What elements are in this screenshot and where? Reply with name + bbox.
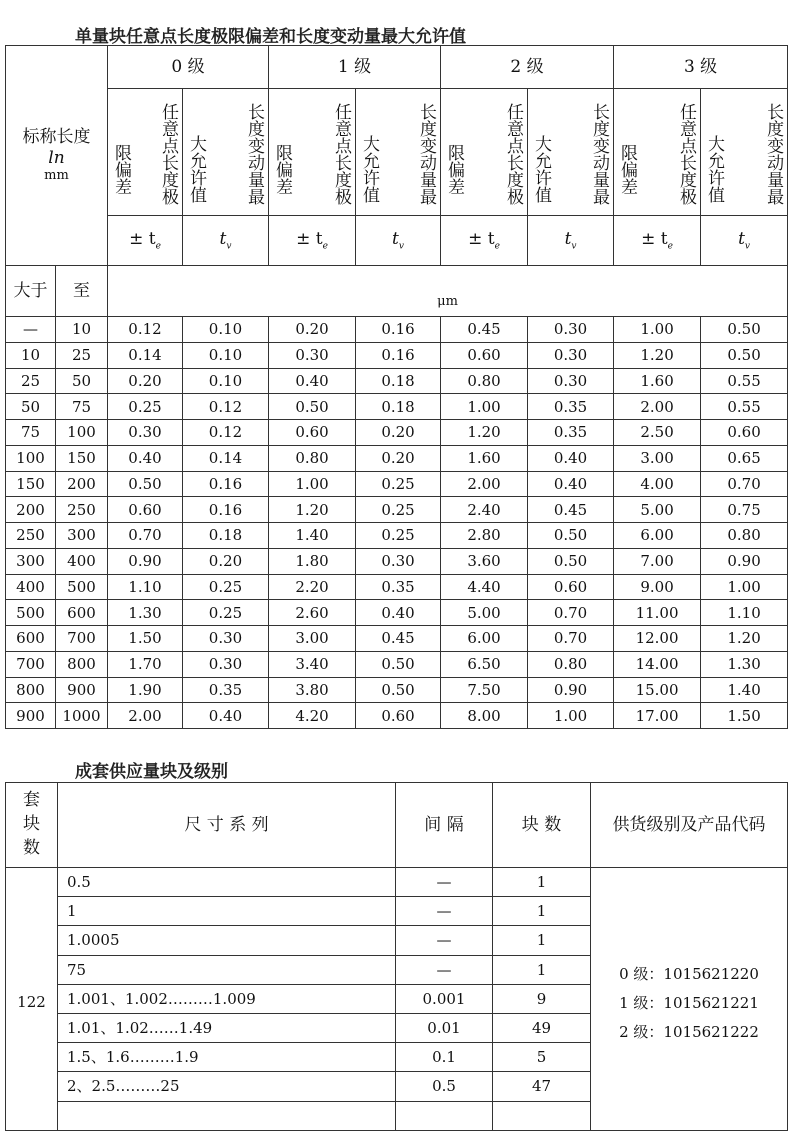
symbol-subscript: v [226, 241, 232, 252]
table-cell: 0.20 [183, 548, 269, 574]
table-row [6, 574, 788, 600]
table-cell: 1.20 [441, 420, 528, 446]
table-cell: 15.00 [614, 677, 701, 703]
table-row [6, 548, 788, 574]
symbol: t [219, 228, 227, 249]
table-cell: 2.40 [441, 497, 528, 523]
header-size-series: 尺 寸 系 列 [58, 783, 396, 868]
table-cell: 0.40 [183, 703, 269, 729]
block-count: 1 [493, 868, 591, 897]
table-cell: 150 [6, 471, 56, 497]
table-cell: 0.20 [269, 317, 356, 343]
table-cell: 0.25 [356, 471, 441, 497]
symbol: ± t [129, 228, 156, 249]
table-cell: 600 [6, 626, 56, 652]
table-cell: 0.80 [701, 523, 788, 549]
table-cell: 4.00 [614, 471, 701, 497]
table-cell: 0.10 [183, 317, 269, 343]
var-column-label [528, 89, 614, 216]
table-cell: 0.45 [441, 317, 528, 343]
table-cell: 2.60 [269, 600, 356, 626]
table-cell: 0.18 [356, 394, 441, 420]
label-part: 任意点长度极 [676, 103, 697, 205]
table-cell: 0.30 [183, 651, 269, 677]
table-cell: 100 [6, 445, 56, 471]
header-interval: 间 隔 [396, 783, 493, 868]
set-supply-table [5, 782, 788, 1131]
table-cell: 400 [6, 574, 56, 600]
table-cell: 1.60 [614, 368, 701, 394]
block-count [493, 1101, 591, 1130]
table-cell: 0.12 [183, 420, 269, 446]
table-cell: 0.50 [356, 677, 441, 703]
table-cell: — [6, 317, 56, 343]
table-cell: 0.25 [356, 497, 441, 523]
var-symbol [183, 216, 269, 266]
over-header: 大于 [6, 266, 56, 317]
table-cell: 4.40 [441, 574, 528, 600]
table-cell: 0.10 [183, 342, 269, 368]
table-cell: 0.30 [269, 342, 356, 368]
table-cell: 900 [6, 703, 56, 729]
grade-code: 0 级：1015621220 [619, 965, 759, 983]
size-series: 2、2.5………25 [58, 1072, 396, 1101]
table-cell: 0.40 [528, 471, 614, 497]
table-cell: 500 [6, 600, 56, 626]
label-part: 大允许值 [359, 135, 380, 203]
table-cell: 0.18 [183, 523, 269, 549]
table-cell: 0.25 [183, 600, 269, 626]
table-row [6, 342, 788, 368]
var-symbol [528, 216, 614, 266]
table-cell: 1.10 [701, 600, 788, 626]
table-cell: 300 [6, 548, 56, 574]
symbol-subscript: v [744, 241, 751, 252]
size-series: 1.0005 [58, 926, 396, 955]
size-series: 1 [58, 897, 396, 926]
label-part: 长度变动量最 [244, 103, 265, 205]
table-cell: 7.00 [614, 548, 701, 574]
vertical-label [183, 93, 268, 211]
table-cell: 2.20 [269, 574, 356, 600]
vertical-label [528, 93, 613, 211]
table-cell: 0.50 [528, 523, 614, 549]
block-count: 47 [493, 1072, 591, 1101]
table-cell: 200 [56, 471, 108, 497]
table-cell: 2.00 [108, 703, 183, 729]
table-cell: 0.70 [528, 626, 614, 652]
table-cell: 1.20 [614, 342, 701, 368]
table-cell: 1.50 [108, 626, 183, 652]
label-part: 任意点长度极 [331, 103, 352, 205]
size-series: 1.01、1.02……1.49 [58, 1013, 396, 1042]
dev-column-label [614, 89, 701, 216]
table-cell: 0.16 [183, 497, 269, 523]
vertical-label [269, 93, 355, 211]
table-cell: 0.80 [441, 368, 528, 394]
table-cell: 10 [6, 342, 56, 368]
symbol: t [564, 228, 572, 249]
vertical-label [441, 93, 527, 211]
table-cell: 0.35 [528, 420, 614, 446]
table-row [6, 317, 788, 343]
table-cell: 0.35 [183, 677, 269, 703]
table-cell: 700 [6, 651, 56, 677]
nominal-length-header [6, 46, 108, 266]
table-cell: 150 [56, 445, 108, 471]
table-cell: 0.12 [183, 394, 269, 420]
table-cell: 0.40 [108, 445, 183, 471]
label-part: 长度变动量最 [416, 103, 437, 205]
table-cell: 0.16 [356, 317, 441, 343]
var-symbol [701, 216, 788, 266]
table-row [6, 368, 788, 394]
label-part: 长度变动量最 [763, 103, 784, 205]
symbol: ± t [296, 228, 323, 249]
dev-symbol [441, 216, 528, 266]
nominal-length-label: 标称长度 [22, 127, 91, 148]
table-cell: 0.30 [528, 368, 614, 394]
table-cell: 3.40 [269, 651, 356, 677]
table-cell: 3.00 [269, 626, 356, 652]
size-series: 1.5、1.6………1.9 [58, 1043, 396, 1072]
table-cell: 4.20 [269, 703, 356, 729]
table-cell: 0.50 [269, 394, 356, 420]
vertical-label [108, 93, 182, 211]
table-cell: 0.90 [701, 548, 788, 574]
label-part: 限偏差 [111, 143, 131, 195]
var-column-label [701, 89, 788, 216]
size-series: 1.001、1.002………1.009 [58, 984, 396, 1013]
symbol-subscript: e [322, 241, 328, 252]
table-cell: 700 [56, 626, 108, 652]
table-cell: 0.65 [701, 445, 788, 471]
interval: — [396, 955, 493, 984]
table-cell: 50 [6, 394, 56, 420]
table-cell: 0.50 [701, 342, 788, 368]
table-cell: 0.40 [356, 600, 441, 626]
table-cell: 0.30 [356, 548, 441, 574]
symbol: ± t [641, 228, 668, 249]
block-count: 9 [493, 984, 591, 1013]
table-cell: 1.30 [108, 600, 183, 626]
label-part: 限偏差 [617, 143, 638, 195]
table-cell: 0.12 [108, 317, 183, 343]
grade-header: 3 级 [614, 46, 788, 89]
table-cell: 1.20 [269, 497, 356, 523]
table-cell: 3.80 [269, 677, 356, 703]
nominal-length-symbol: ln [48, 147, 65, 168]
table-cell: 12.00 [614, 626, 701, 652]
var-column-label [356, 89, 441, 216]
label-part: 大允许值 [186, 135, 206, 203]
header-grade-code: 供货级别及产品代码 [591, 783, 788, 868]
block-count: 49 [493, 1013, 591, 1042]
tolerance-table [5, 45, 788, 729]
table-row [6, 497, 788, 523]
table-cell: 3.00 [614, 445, 701, 471]
table-cell: 0.10 [183, 368, 269, 394]
grade-header: 2 级 [441, 46, 614, 89]
size-series [58, 1101, 396, 1130]
grade-header: 1 级 [269, 46, 441, 89]
table-cell: 0.70 [701, 471, 788, 497]
table-row [6, 445, 788, 471]
symbol-subscript: v [571, 241, 577, 252]
table-cell: 1.70 [108, 651, 183, 677]
table-cell: 1.00 [441, 394, 528, 420]
table-cell: 0.20 [108, 368, 183, 394]
block-count: 1 [493, 926, 591, 955]
table-cell: 0.60 [356, 703, 441, 729]
grade-code: 2 级：1015621222 [619, 1023, 759, 1041]
symbol-subscript: v [398, 241, 404, 252]
table-cell: 0.25 [108, 394, 183, 420]
table-cell: 25 [56, 342, 108, 368]
table-cell: 5.00 [614, 497, 701, 523]
table-cell: 0.50 [108, 471, 183, 497]
label-part: 长度变动量最 [589, 103, 610, 205]
table-cell: 1.40 [269, 523, 356, 549]
table-cell: 0.45 [528, 497, 614, 523]
symbol-subscript: e [667, 241, 673, 252]
set-count: 122 [6, 868, 58, 1131]
vertical-label [614, 93, 700, 211]
table-cell: 0.30 [528, 317, 614, 343]
interval: 0.5 [396, 1072, 493, 1101]
symbol: ± t [468, 228, 495, 249]
table-cell: 25 [6, 368, 56, 394]
table-row [6, 703, 788, 729]
table-cell: 75 [6, 420, 56, 446]
table-cell: 9.00 [614, 574, 701, 600]
table-cell: 0.30 [528, 342, 614, 368]
interval: — [396, 897, 493, 926]
table-cell: 50 [56, 368, 108, 394]
table-row [6, 394, 788, 420]
interval: — [396, 926, 493, 955]
interval: 0.01 [396, 1013, 493, 1042]
table-row [6, 471, 788, 497]
table-cell: 6.00 [441, 626, 528, 652]
block-count: 1 [493, 897, 591, 926]
label-part: 任意点长度极 [158, 103, 178, 205]
table-cell: 600 [56, 600, 108, 626]
block-count: 5 [493, 1043, 591, 1072]
table-cell: 1.10 [108, 574, 183, 600]
label-part: 大允许值 [531, 135, 552, 203]
table-cell: 0.25 [183, 574, 269, 600]
table-cell: 0.90 [528, 677, 614, 703]
table-cell: 0.40 [528, 445, 614, 471]
table-cell: 2.80 [441, 523, 528, 549]
table1-title: 单量块任意点长度极限偏差和长度变动量最大允许值 [75, 27, 466, 47]
grade-codes [591, 868, 788, 1131]
table-cell: 500 [56, 574, 108, 600]
table-cell: 250 [56, 497, 108, 523]
symbol: t [392, 228, 399, 249]
var-symbol [356, 216, 441, 266]
table-cell: 800 [6, 677, 56, 703]
dev-column-label [269, 89, 356, 216]
to-header: 至 [56, 266, 108, 317]
dev-symbol [269, 216, 356, 266]
table-cell: 0.30 [183, 626, 269, 652]
table-row [6, 651, 788, 677]
table-row [6, 600, 788, 626]
table-cell: 1.50 [701, 703, 788, 729]
table-cell: 0.25 [356, 523, 441, 549]
table-row [6, 626, 788, 652]
table-cell: 900 [56, 677, 108, 703]
table-cell: 0.30 [108, 420, 183, 446]
table-cell: 0.60 [701, 420, 788, 446]
label-part: 限偏差 [444, 143, 465, 195]
table-cell: 0.60 [108, 497, 183, 523]
table-cell: 0.18 [356, 368, 441, 394]
table-cell: 2.50 [614, 420, 701, 446]
table-cell: 5.00 [441, 600, 528, 626]
table-cell: 0.14 [183, 445, 269, 471]
table-cell: 1.30 [701, 651, 788, 677]
dev-column-label [108, 89, 183, 216]
table-cell: 1.60 [441, 445, 528, 471]
label-part: 大允许值 [704, 135, 725, 203]
table-cell: 400 [56, 548, 108, 574]
interval [396, 1101, 493, 1130]
vertical-label [356, 93, 440, 211]
table-cell: 250 [6, 523, 56, 549]
table-cell: 0.16 [356, 342, 441, 368]
table-cell: 1.00 [614, 317, 701, 343]
table-cell: 0.60 [528, 574, 614, 600]
label-part: 限偏差 [272, 143, 293, 195]
table-cell: 0.80 [269, 445, 356, 471]
table-cell: 0.20 [356, 420, 441, 446]
table-cell: 11.00 [614, 600, 701, 626]
table-row [6, 677, 788, 703]
table-cell: 0.35 [356, 574, 441, 600]
table-cell: 0.60 [441, 342, 528, 368]
table-cell: 7.50 [441, 677, 528, 703]
table-cell: 0.90 [108, 548, 183, 574]
table-cell: 0.16 [183, 471, 269, 497]
table-cell: 1.40 [701, 677, 788, 703]
table-cell: 0.55 [701, 394, 788, 420]
table-cell: 800 [56, 651, 108, 677]
dev-symbol [614, 216, 701, 266]
vertical-label [701, 93, 787, 211]
size-series: 75 [58, 955, 396, 984]
table-cell: 17.00 [614, 703, 701, 729]
header-set-count: 套块数 [6, 783, 58, 868]
symbol-subscript: e [494, 241, 500, 252]
grade-code: 1 级：1015621221 [619, 994, 759, 1012]
symbol-subscript: e [155, 241, 161, 252]
table-cell: 200 [6, 497, 56, 523]
table-cell: 1.00 [269, 471, 356, 497]
unit-um: μm [108, 266, 788, 317]
table-cell: 0.35 [528, 394, 614, 420]
block-count: 1 [493, 955, 591, 984]
table-row [6, 868, 788, 897]
table2-title: 成套供应量块及级别 [75, 762, 228, 782]
dev-symbol [108, 216, 183, 266]
table-cell: 3.60 [441, 548, 528, 574]
table-cell: 0.55 [701, 368, 788, 394]
header-block-count: 块 数 [493, 783, 591, 868]
table-cell: 1.20 [701, 626, 788, 652]
size-series: 0.5 [58, 868, 396, 897]
interval: 0.1 [396, 1043, 493, 1072]
table-cell: 6.50 [441, 651, 528, 677]
table-cell: 1.80 [269, 548, 356, 574]
table-cell: 0.20 [356, 445, 441, 471]
table-cell: 0.14 [108, 342, 183, 368]
dev-column-label [441, 89, 528, 216]
table-cell: 1.00 [528, 703, 614, 729]
table-cell: 8.00 [441, 703, 528, 729]
interval: — [396, 868, 493, 897]
table-cell: 0.80 [528, 651, 614, 677]
table-cell: 0.60 [269, 420, 356, 446]
table-cell: 6.00 [614, 523, 701, 549]
table-cell: 0.70 [528, 600, 614, 626]
table-cell: 14.00 [614, 651, 701, 677]
table-cell: 75 [56, 394, 108, 420]
nominal-length-unit: mm [44, 168, 69, 184]
table-cell: 10 [56, 317, 108, 343]
table-cell: 2.00 [441, 471, 528, 497]
table-cell: 0.45 [356, 626, 441, 652]
table-cell: 0.75 [701, 497, 788, 523]
table-cell: 0.50 [701, 317, 788, 343]
grade-header: 0 级 [108, 46, 269, 89]
var-column-label [183, 89, 269, 216]
table-cell: 1.00 [701, 574, 788, 600]
symbol: t [738, 228, 745, 249]
interval: 0.001 [396, 984, 493, 1013]
table-cell: 1000 [56, 703, 108, 729]
table-cell: 2.00 [614, 394, 701, 420]
table-cell: 100 [56, 420, 108, 446]
table-row [6, 420, 788, 446]
table-cell: 1.90 [108, 677, 183, 703]
table-cell: 300 [56, 523, 108, 549]
table-row [6, 523, 788, 549]
label-part: 任意点长度极 [503, 103, 524, 205]
table-cell: 0.50 [528, 548, 614, 574]
table-cell: 0.40 [269, 368, 356, 394]
table-cell: 0.50 [356, 651, 441, 677]
table-cell: 0.70 [108, 523, 183, 549]
